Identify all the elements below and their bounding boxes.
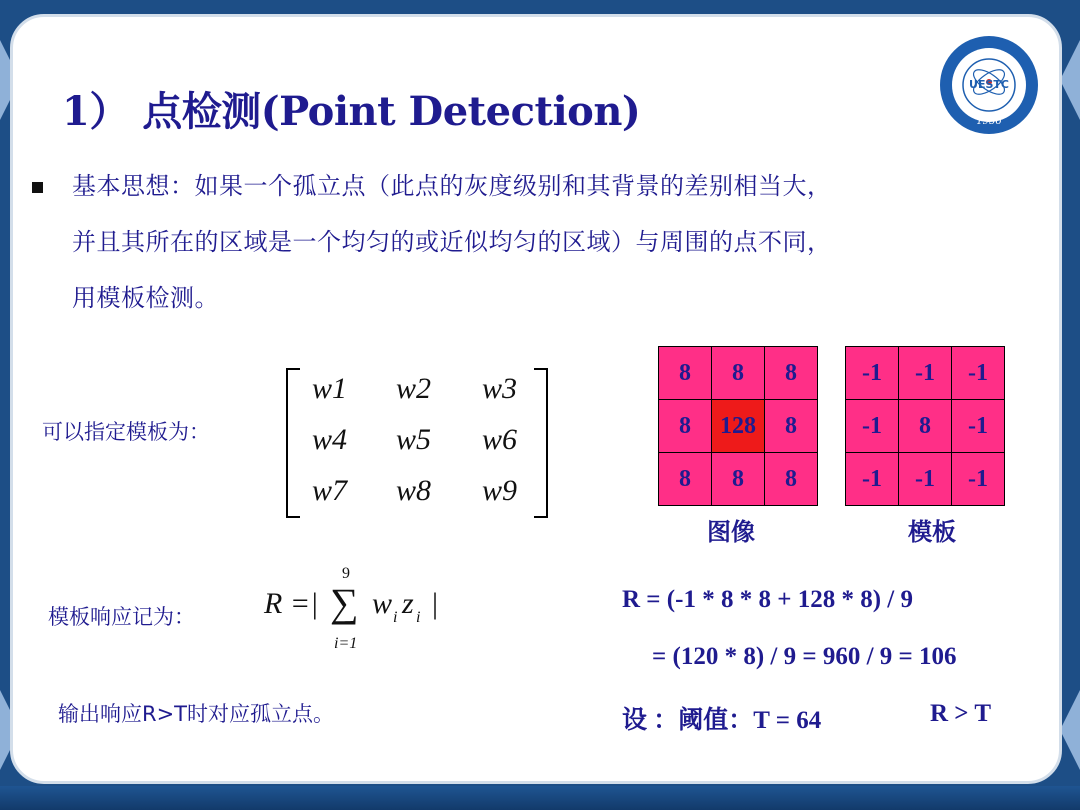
response-label: 模板响应记为： xyxy=(48,605,195,629)
bullet-line-1: 基本思想：如果一个孤立点（此点的灰度级别和其背景的差别相当大， xyxy=(72,172,832,200)
formula-subscript: i xyxy=(416,609,421,626)
formula-lower-limit: i=1 xyxy=(334,635,358,652)
matrix-left-bracket xyxy=(286,368,300,518)
matrix-cell: w1 xyxy=(312,372,348,405)
image-cell: 8 xyxy=(659,347,712,400)
frame-right-tab-top xyxy=(1060,40,1080,120)
mask-grid xyxy=(845,346,1005,506)
matrix-cell: w8 xyxy=(396,474,432,507)
mask-cell: -1 xyxy=(846,453,899,506)
sum-sign-icon: ∑ xyxy=(330,580,359,625)
output-label: 输出响应R>T时对应孤立点。 xyxy=(58,702,335,726)
logo-year: 1956 xyxy=(976,116,1002,127)
image-cell: 8 xyxy=(765,453,818,506)
image-cell: 8 xyxy=(659,400,712,453)
formula-lhs: R =| xyxy=(264,587,319,620)
image-cell: 8 xyxy=(765,400,818,453)
matrix-cell: w6 xyxy=(482,423,518,456)
formula-subscript: i xyxy=(393,609,398,626)
matrix-cell: w2 xyxy=(396,372,432,405)
bullet-marker xyxy=(32,182,43,193)
mask-cell: -1 xyxy=(952,347,1005,400)
bullet-line-2: 并且其所在的区域是一个均匀的或近似均匀的区域）与周围的点不同， xyxy=(72,228,832,256)
matrix-cell: w9 xyxy=(482,474,518,507)
matrix-cell: w7 xyxy=(312,474,348,507)
mask-cell: -1 xyxy=(899,453,952,506)
formula-upper-limit: 9 xyxy=(342,565,350,582)
formula-term-z: z xyxy=(402,587,414,620)
matrix-cell: w3 xyxy=(482,372,518,405)
image-cell: 8 xyxy=(659,453,712,506)
university-logo xyxy=(938,34,1040,136)
image-grid xyxy=(658,346,818,506)
image-cell: 8 xyxy=(712,347,765,400)
mask-cell: -1 xyxy=(846,400,899,453)
matrix-cell: w5 xyxy=(396,423,432,456)
image-cell-center: 128 xyxy=(712,400,765,453)
template-label: 可以指定模板为： xyxy=(42,420,210,444)
template-matrix xyxy=(286,368,548,518)
slide-title: 1） 点检测(Point Detection) xyxy=(62,88,641,135)
mask-cell: -1 xyxy=(952,400,1005,453)
bullet-line-3: 用模板检测。 xyxy=(72,284,219,312)
calc-line-3-threshold: 设 ：阈值：T = 64 xyxy=(622,707,822,734)
frame-bottom-band xyxy=(0,786,1080,810)
calc-line-2: = (120 * 8) / 9 = 960 / 9 = 106 xyxy=(652,643,957,670)
calc-line-1: R = (-1 * 8 * 8 + 128 * 8) / 9 xyxy=(622,586,913,613)
mask-cell: 8 xyxy=(899,400,952,453)
matrix-cell: w4 xyxy=(312,423,348,456)
image-cell: 8 xyxy=(765,347,818,400)
logo-text: UESTC xyxy=(969,78,1009,91)
mask-caption: 模板 xyxy=(908,518,956,546)
matrix-right-bracket xyxy=(534,368,548,518)
mask-cell: -1 xyxy=(952,453,1005,506)
image-cell: 8 xyxy=(712,453,765,506)
formula-bar: | xyxy=(432,587,439,620)
frame-right-tab-bottom xyxy=(1060,690,1080,770)
calc-line-3-compare: R > T xyxy=(930,700,992,727)
image-caption: 图像 xyxy=(707,518,755,546)
mask-cell: -1 xyxy=(846,347,899,400)
mask-cell: -1 xyxy=(899,347,952,400)
response-formula xyxy=(262,565,452,660)
formula-term-w: w xyxy=(372,587,393,620)
